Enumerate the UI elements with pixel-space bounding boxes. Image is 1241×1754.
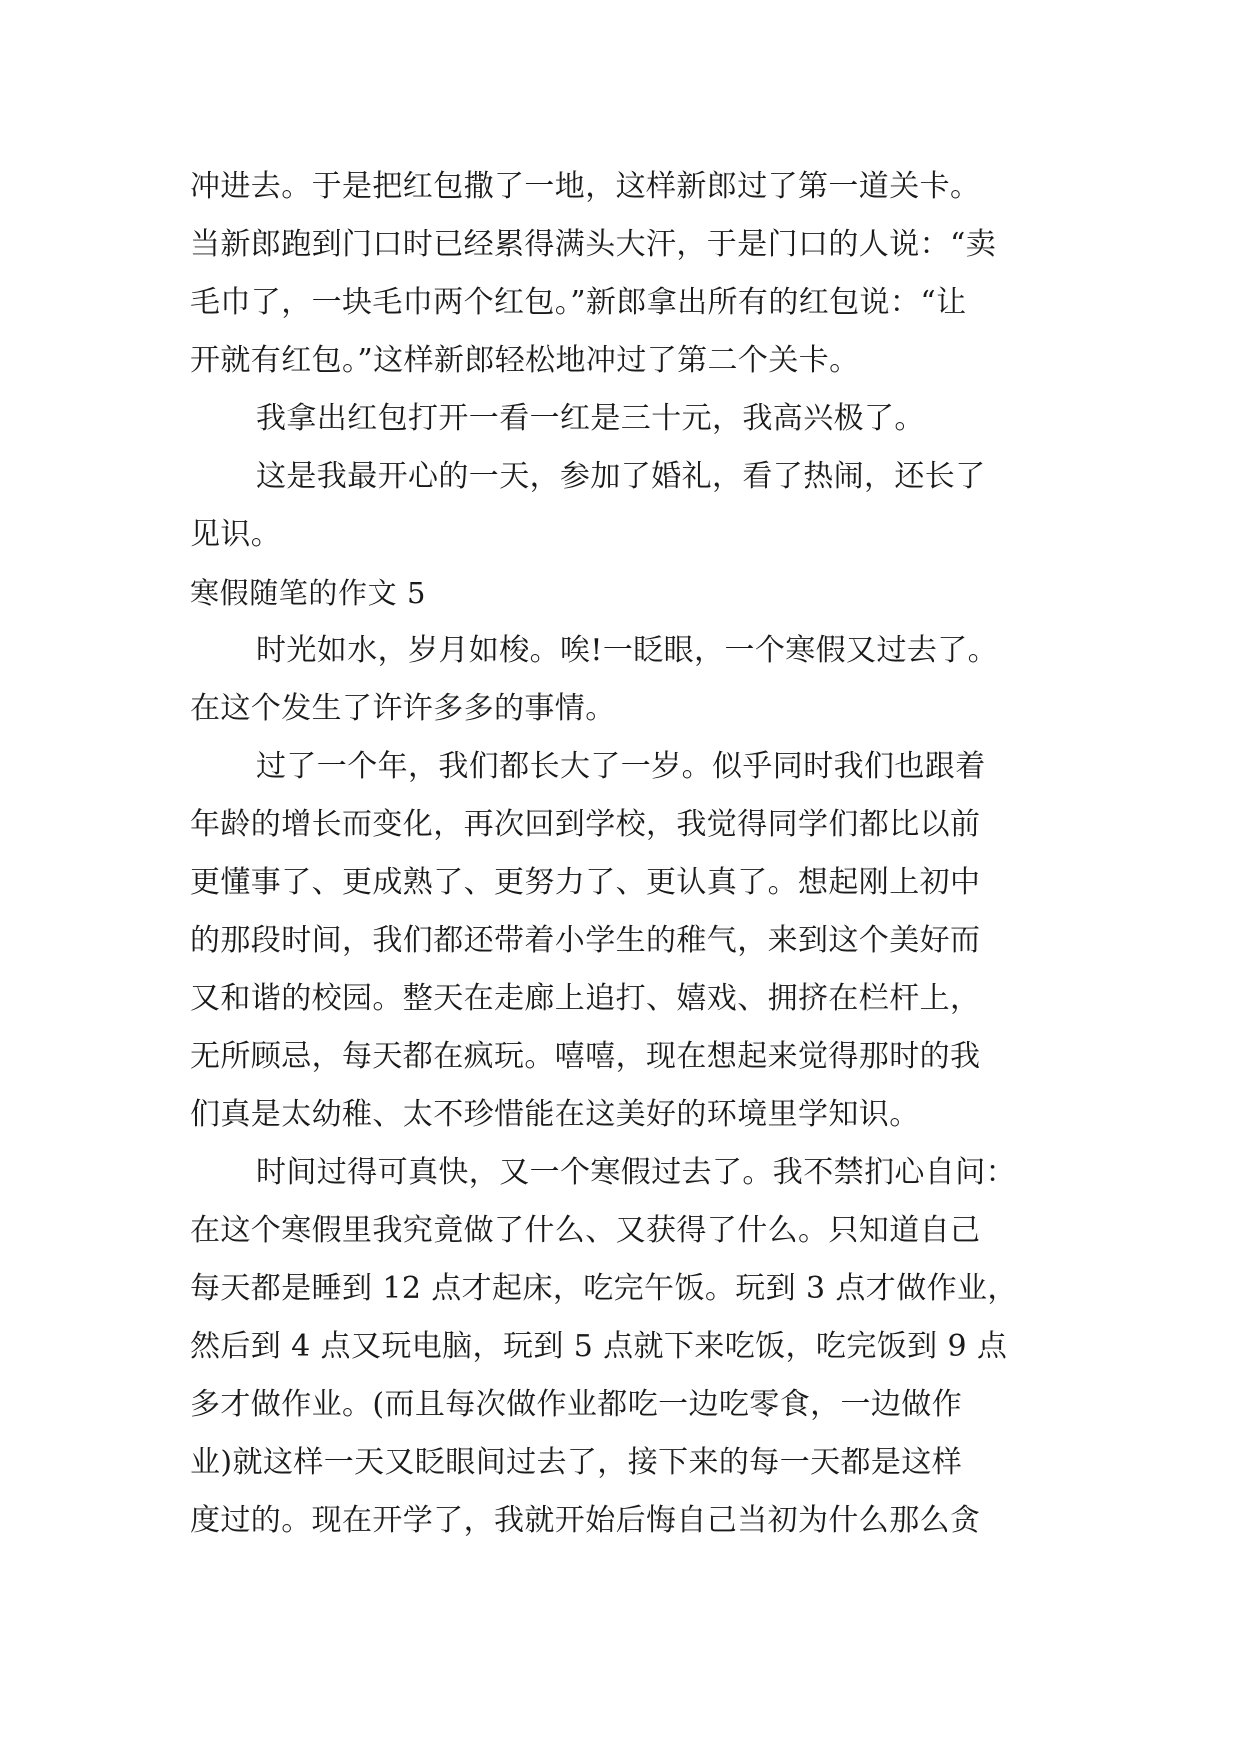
- text-line: 度过的。现在开学了，我就开始后悔自己当初为什么那么贪: [190, 1503, 981, 1538]
- text-line: 每天都是睡到 12 点才起床，吃完午饭。玩到 3 点才做作业，: [190, 1271, 1018, 1306]
- text-line: 又和谐的校园。整天在走廊上追打、嬉戏、拥挤在栏杆上，: [190, 981, 981, 1016]
- text-line: 见识。: [190, 517, 282, 552]
- paragraph-first-line: 时光如水，岁月如梭。唉!一眨眼，一个寒假又过去了。: [256, 633, 999, 668]
- text-line: 业)就这样一天又眨眼间过去了，接下来的每一天都是这样: [190, 1445, 963, 1480]
- text-line: 在这个寒假里我究竟做了什么、又获得了什么。只知道自己: [190, 1213, 981, 1248]
- text-line: 开就有红包。”这样新郎轻松地冲过了第二个关卡。: [190, 343, 860, 378]
- section-heading: 寒假随笔的作文 5: [190, 576, 427, 610]
- text-line: 更懂事了、更成熟了、更努力了、更认真了。想起刚上初中: [190, 865, 981, 900]
- paragraph-first-line: 过了一个年，我们都长大了一岁。似乎同时我们也跟着: [256, 749, 986, 784]
- paragraph-first-line: 我拿出红包打开一看一红是三十元，我高兴极了。: [256, 401, 925, 436]
- text-line: 的那段时间，我们都还带着小学生的稚气，来到这个美好而: [190, 923, 981, 958]
- text-line: 无所顾忌，每天都在疯玩。嘻嘻，现在想起来觉得那时的我: [190, 1039, 981, 1074]
- text-line: 们真是太幼稚、太不珍惜能在这美好的环境里学知识。: [190, 1097, 920, 1132]
- text-line: 年龄的增长而变化，再次回到学校，我觉得同学们都比以前: [190, 807, 981, 842]
- text-line: 在这个发生了许许多多的事情。: [190, 691, 616, 726]
- text-line: 毛巾了，一块毛巾两个红包。”新郎拿出所有的红包说：“让: [190, 285, 967, 320]
- paragraph-first-line: 这是我最开心的一天，参加了婚礼，看了热闹，还长了: [256, 459, 986, 494]
- text-line: 冲进去。于是把红包撒了一地，这样新郎过了第一道关卡。: [190, 169, 981, 204]
- document-body: [190, 158, 1070, 1550]
- text-line: 多才做作业。(而且每次做作业都吃一边吃零食，一边做作: [190, 1387, 963, 1422]
- text-line: 当新郎跑到门口时已经累得满头大汗，于是门口的人说：“卖: [190, 227, 997, 262]
- paragraph-first-line: 时间过得可真快，又一个寒假过去了。我不禁扪心自问：: [256, 1155, 1016, 1190]
- text-line: 然后到 4 点又玩电脑，玩到 5 点就下来吃饭，吃完饭到 9 点: [190, 1329, 1008, 1364]
